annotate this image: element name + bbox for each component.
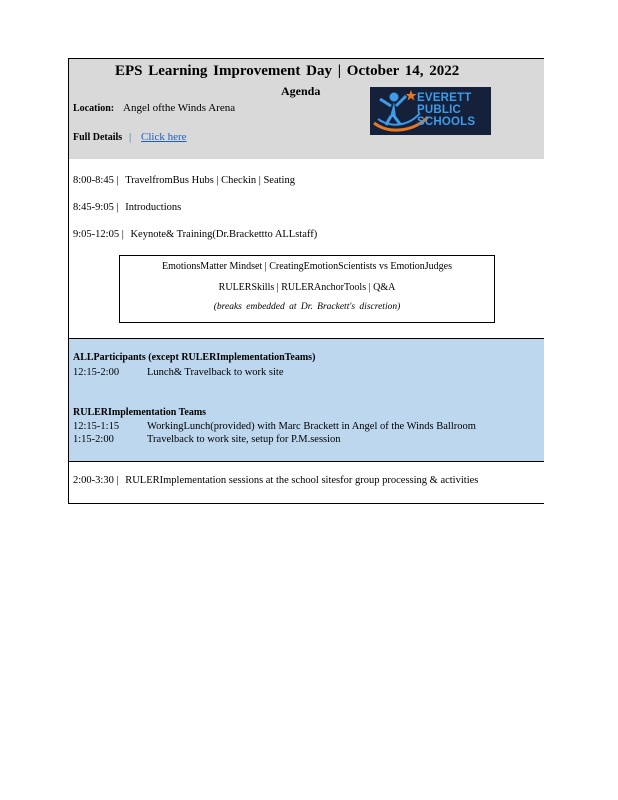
schedule-text: Lunch& Travelback to work site <box>147 367 284 378</box>
keynote-tools-line: RULERSkills | RULERAnchorTools | Q&A <box>218 282 396 293</box>
all-participants-heading: ALLParticipants (except RULERImplementationTeams) <box>73 352 316 363</box>
schedule-text: Travelback to work site, setup for P.M.session <box>147 434 341 445</box>
schedule-separator: | <box>116 475 119 486</box>
lunch-schedule <box>68 339 544 462</box>
schedule-row <box>73 202 181 213</box>
schedule-row <box>73 175 295 186</box>
click-here-link[interactable]: Click here <box>141 131 187 143</box>
schedule-row <box>73 475 478 486</box>
schedule-row <box>73 229 317 240</box>
keynote-topics-box <box>119 255 495 323</box>
schedule-time: 12:15-2:00 <box>73 367 120 378</box>
event-title: EPS Learning Improvement Day | October 14, 2022 <box>115 63 460 79</box>
schedule-text: TravelfromBus Hubs | Checkin | Seating <box>125 175 295 186</box>
schedule-time: 8:45-9:05 <box>73 202 114 213</box>
keynote-topics-line: EmotionsMatter Mindset | CreatingEmotionScientists vs EmotionJudges <box>161 261 453 272</box>
schedule-time: 2:00-3:30 <box>73 475 114 486</box>
afternoon-schedule <box>68 462 544 504</box>
everett-public-schools-logo <box>370 87 491 135</box>
full-details-label: Full Details <box>73 132 123 143</box>
keynote-breaks-note: (breaks embedded at Dr. Brackett's discretion) <box>213 302 401 312</box>
logo-line-3: SCHOOLS <box>417 116 476 128</box>
location-value: Angel ofthe Winds Arena <box>123 102 236 114</box>
logo-line-1: EVERETT <box>417 92 472 104</box>
schedule-time: 9:05-12:05 <box>73 229 120 240</box>
logo-wordmark <box>417 92 475 128</box>
ruler-teams-heading: RULERImplementation Teams <box>73 407 207 418</box>
agenda-subtitle: Agenda <box>281 84 321 98</box>
schedule-time: 12:15-1:15 <box>73 421 120 432</box>
schedule-text: RULERImplementation sessions at the school sitesfor group processing & activities <box>125 475 479 486</box>
agenda-header <box>68 58 544 159</box>
schedule-time: 8:00-8:45 <box>73 175 114 186</box>
schedule-separator: | <box>116 175 119 186</box>
morning-schedule <box>68 159 544 339</box>
details-separator: | <box>129 131 132 143</box>
schedule-separator: | <box>121 229 124 240</box>
location-label: Location: <box>73 103 115 114</box>
schedule-text: Introductions <box>125 202 182 213</box>
schedule-separator: | <box>116 202 119 213</box>
schedule-time: 1:15-2:00 <box>73 434 114 445</box>
logo-line-2: PUBLIC <box>417 104 462 116</box>
schedule-text: WorkingLunch(provided) with Marc Brackett in Angel of the Winds Ballroom <box>147 421 476 432</box>
schedule-text: Keynote& Training(Dr.Brackettto ALLstaff) <box>130 229 318 240</box>
